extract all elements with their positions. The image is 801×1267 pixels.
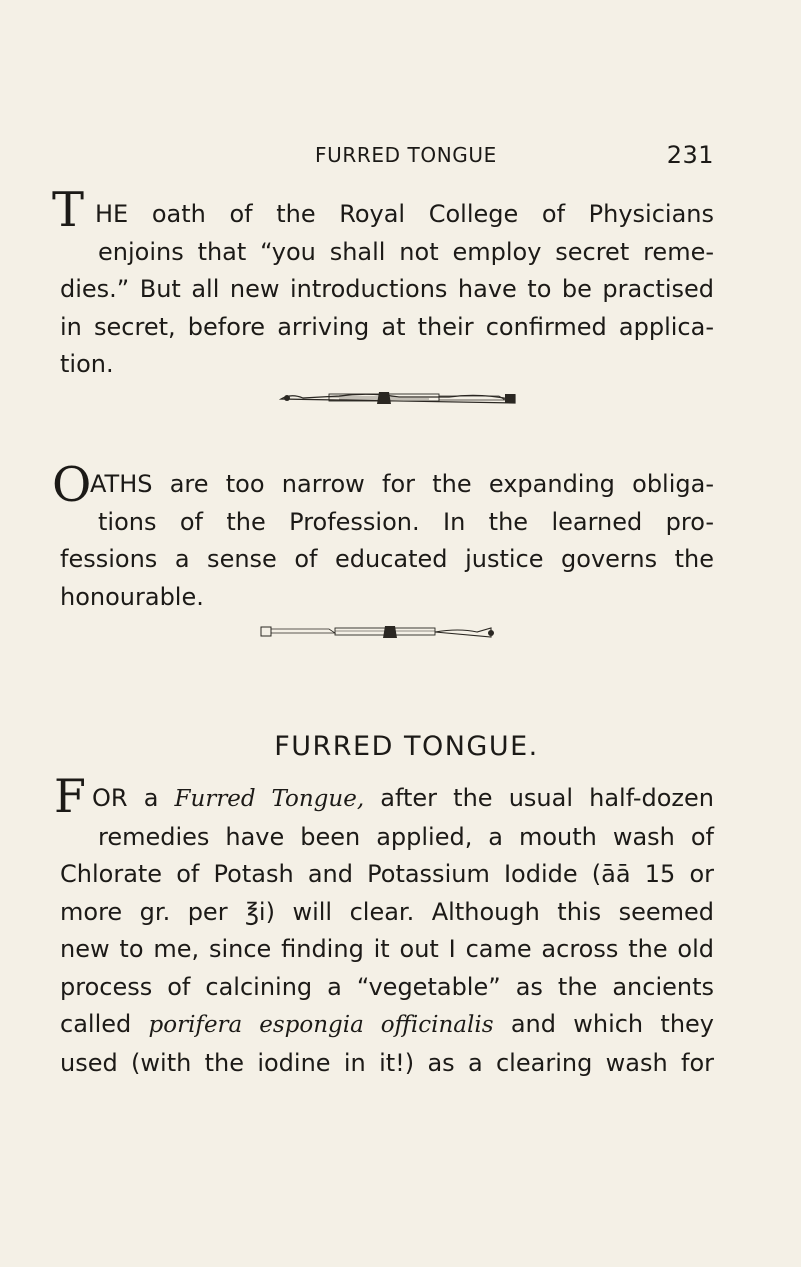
decorative-rule-ornament bbox=[259, 624, 499, 640]
text-line: more gr. per ℥i) will clear. Although this seemed bbox=[60, 897, 714, 926]
text-line: Chlorate of Potash and Potassium Iodide (āā 15 or bbox=[60, 860, 714, 888]
dropcap-f: F bbox=[54, 769, 86, 823]
running-header bbox=[60, 143, 714, 175]
italic-term: Furred Tongue, bbox=[174, 786, 365, 812]
text-line: new to me, since finding it out I came across the old bbox=[60, 935, 714, 963]
text-run: OR a bbox=[92, 784, 175, 812]
text-line: process of calcining a “vegetable” as the ancients bbox=[60, 972, 714, 1001]
italic-term: porifera espongia officinalis bbox=[148, 1012, 494, 1038]
paragraph-furred-tongue bbox=[60, 780, 714, 1082]
text-line: remedies have been applied, a mouth wash of bbox=[98, 822, 714, 851]
running-title: FURRED TONGUE bbox=[315, 143, 497, 167]
text-line: fessions a sense of educated justice governs the bbox=[60, 545, 714, 573]
text-run: and which they bbox=[493, 1010, 715, 1038]
text-line: used (with the iodine in it!) as a clearing wash for bbox=[60, 1048, 714, 1077]
section-heading: FURRED TONGUE. bbox=[274, 731, 539, 762]
text-line: enjoins that “you shall not employ secret reme- bbox=[98, 237, 714, 266]
decorative-rule-ornament bbox=[279, 390, 519, 406]
page-number: 231 bbox=[666, 141, 714, 169]
text-line: in secret, before arriving at their confirmed applica- bbox=[60, 312, 714, 341]
text-line bbox=[60, 780, 714, 819]
text-line bbox=[60, 1006, 714, 1045]
text-line: HE oath of the Royal College of Physicians bbox=[95, 200, 714, 228]
text-run: called bbox=[60, 1010, 149, 1038]
dropcap-o: O bbox=[52, 457, 92, 513]
dropcap-t: T bbox=[52, 182, 85, 238]
text-line: dies.” But all new introductions have to be practised bbox=[60, 275, 714, 303]
paragraph-oath bbox=[60, 196, 714, 384]
text-line: ATHS are too narrow for the expanding obliga- bbox=[90, 470, 714, 498]
text-run: after the usual half-dozen bbox=[364, 784, 715, 812]
paragraph-oaths bbox=[60, 466, 714, 616]
text-line: honourable. bbox=[60, 582, 204, 611]
text-line: tions of the Profession. In the learned pro- bbox=[98, 507, 714, 536]
text-line: tion. bbox=[60, 350, 114, 378]
